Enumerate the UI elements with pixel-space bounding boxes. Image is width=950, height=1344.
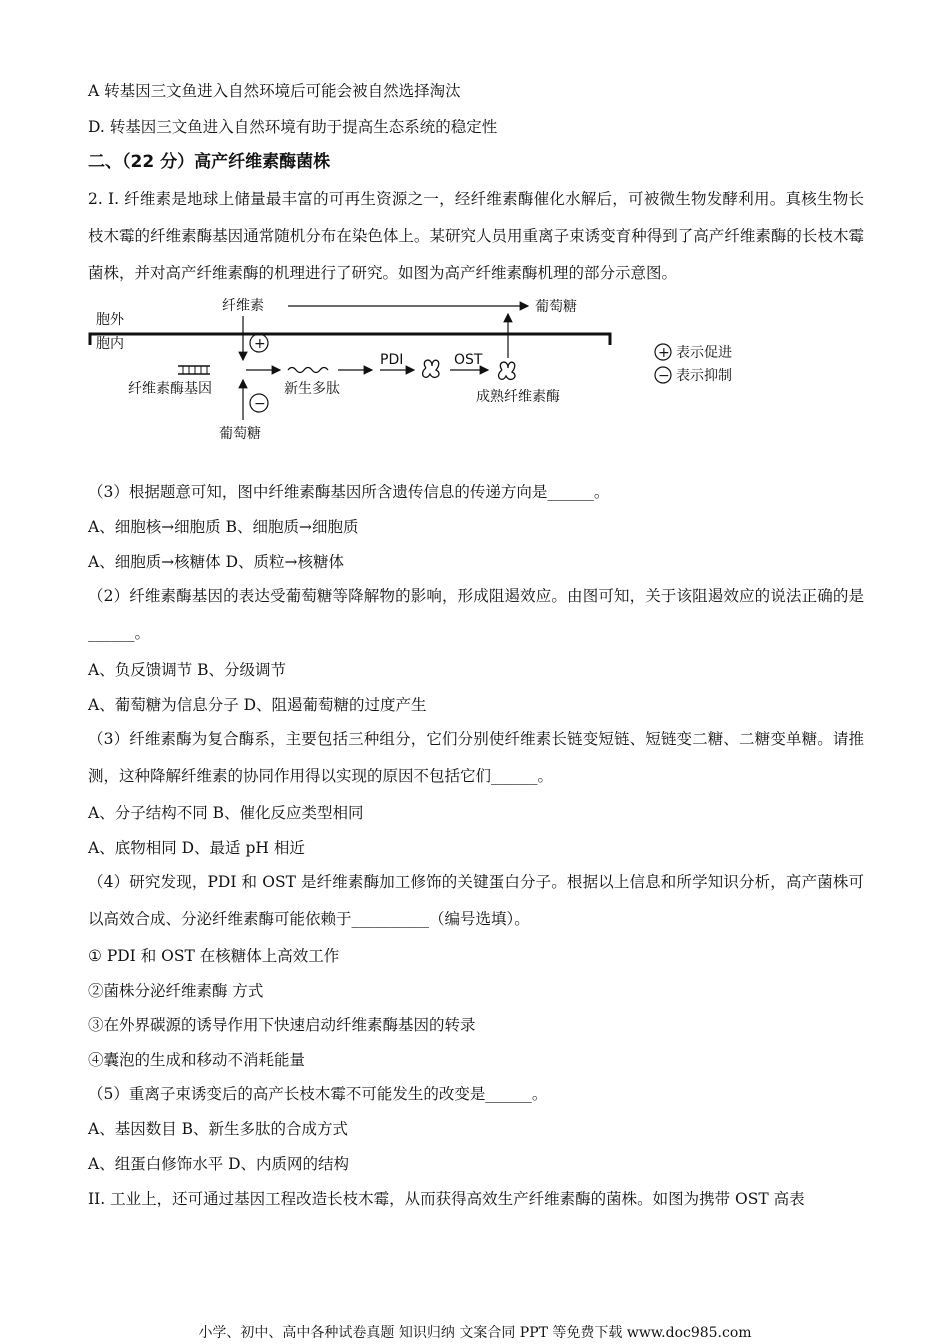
plus-sign: + [254, 336, 266, 352]
label-ost: OST [454, 352, 483, 368]
cellulase-mechanism-diagram [88, 290, 768, 450]
q3-options-row1: A、分子结构不同 B、催化反应类型相同 [88, 804, 364, 822]
legend-plus: + [658, 345, 670, 361]
option-c: A 转基因三文鱼进入自然环境后可能会被自然选择淘汰 [88, 82, 461, 100]
label-gene: 纤维素酶基因 [128, 381, 212, 397]
label-glucose-bottom: 葡萄糖 [219, 426, 261, 442]
q1-stem: （3）根据题意可知，图中纤维素酶基因所含遗传信息的传递方向是______。 [88, 483, 610, 501]
page-footer: 小学、初中、高中各种试卷真题 知识归纳 文案合同 PPT 等免费下载 www.doc985.com [198, 1325, 752, 1341]
q1-options-row1: A、细胞核→细胞质 B、细胞质→细胞质 [88, 518, 359, 536]
label-cellulose: 纤维素 [222, 298, 264, 314]
label-peptide: 新生多肽 [284, 381, 340, 397]
q4-stem: （4）研究发现，PDI 和 OST 是纤维素酶加工修饰的关键蛋白分子。根据以上信息和所学知识分析，高产菌株可以高效合成、分泌纤维素酶可能依赖于__________（编号选填）。 [88, 873, 864, 928]
option-d: D. 转基因三文鱼进入自然环境有助于提高生态系统的稳定性 [88, 118, 498, 136]
minus-sign: − [254, 396, 266, 412]
q4-item-1: ① PDI 和 OST 在核糖体上高效工作 [88, 947, 340, 965]
legend-promote: 表示促进 [676, 345, 732, 361]
part2-paragraph: II. 工业上，还可通过基因工程改造长枝木霉，从而获得高效生产纤维素酶的菌株。如图为携带 OST 高表 [88, 1190, 805, 1208]
q5-options-row2: A、组蛋白修饰水平 D、内质网的结构 [88, 1155, 350, 1173]
label-inside: 胞内 [96, 336, 124, 352]
gene-icon [178, 366, 210, 374]
label-outside: 胞外 [96, 312, 124, 328]
q5-stem: （5）重离子束诱变后的高产长枝木霉不可能发生的改变是______。 [88, 1085, 548, 1103]
intro-paragraph: 2. I. 纤维素是地球上储量最丰富的可再生资源之一，经纤维素酶催化水解后，可被微生物发酵利用。真核生物长枝木霉的纤维素酶基因通常随机分布在染色体上。某研究人员用重离子束诱变育种得到了高产纤维素酶的长枝木霉菌株，并对高产纤维素酶的机理进行了研究。如图为高产纤维素酶机理的部分示意图。 [88, 190, 864, 282]
mature-enzyme-icon [499, 362, 515, 379]
q3-options-row2: A、底物相同 D、最适 pH 相近 [88, 839, 305, 857]
q2-options-row2: A、葡萄糖为信息分子 D、阻遏葡萄糖的过度产生 [88, 696, 427, 714]
cell-membrane [90, 334, 610, 345]
q2-options-row1: A、负反馈调节 B、分级调节 [88, 661, 287, 679]
legend-minus: − [658, 368, 670, 384]
label-pdi: PDI [380, 352, 404, 368]
label-mature-enzyme: 成熟纤维素酶 [476, 389, 560, 405]
section-title: 二、（22 分）高产纤维素酶菌株 [88, 152, 331, 172]
q4-item-3: ③在外界碳源的诱导作用下快速启动纤维素酶基因的转录 [88, 1016, 476, 1034]
label-glucose-top: 葡萄糖 [535, 299, 577, 315]
legend-inhibit: 表示抑制 [676, 368, 732, 384]
q5-options-row1: A、基因数目 B、新生多肽的合成方式 [88, 1120, 349, 1138]
peptide-wave-icon [288, 368, 328, 373]
q4-item-2: ②菌株分泌纤维素酶 方式 [88, 982, 264, 1000]
q1-options-row2: A、细胞质→核糖体 D、质粒→核糖体 [88, 553, 345, 571]
q2-stem: （2）纤维素酶基因的表达受葡萄糖等降解物的影响，形成阻遏效应。由图可知，关于该阻遏效应的说法正确的是______。 [88, 587, 864, 642]
q3-stem: （3）纤维素酶为复合酶系，主要包括三种组分，它们分别使纤维素长链变短链、短链变二糖、二糖变单糖。请推测，这种降解纤维素的协同作用得以实现的原因不包括它们______。 [88, 730, 864, 785]
folded-protein-icon [423, 360, 439, 377]
q4-item-4: ④囊泡的生成和移动不消耗能量 [88, 1051, 306, 1069]
